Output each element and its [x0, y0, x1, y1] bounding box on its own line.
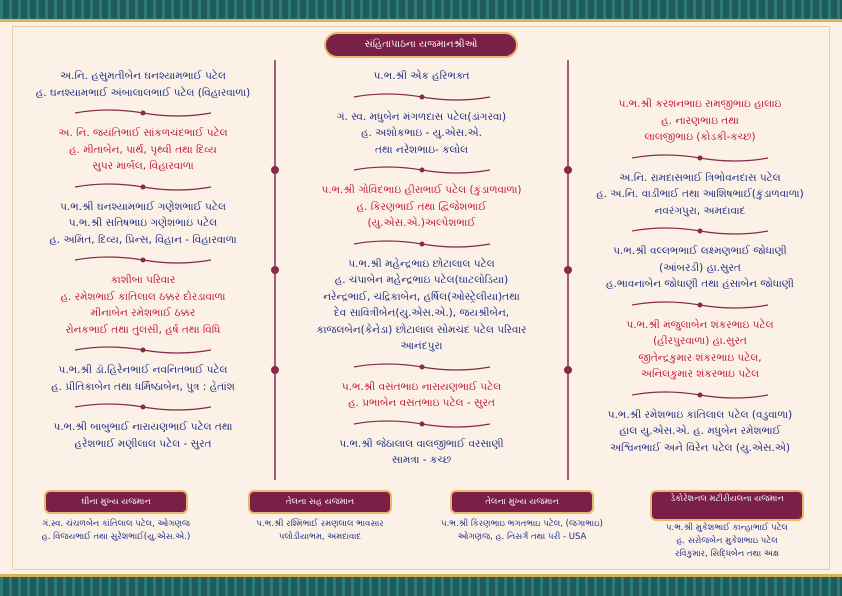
sponsor-line: હ. અમિત, દિવ્ય, પ્રિન્સ, વિહાન - વિહારવાળા — [49, 233, 237, 246]
sponsor-line: હ. કિરણભાઈ તથા દ્વિજેશભાઈ — [356, 200, 487, 213]
sponsor-line: નવરંગપુરા, અમદાવાદ — [654, 204, 746, 217]
ornament-divider — [18, 175, 268, 199]
sponsor-block — [282, 109, 561, 159]
sponsor-block — [575, 96, 825, 146]
ornament-divider — [18, 395, 268, 419]
sponsor-line: અ.નિ. હસુમતીબેન ઘનશ્યામભાઈ પટેલ — [60, 70, 226, 82]
sponsor-line: પ.ભ.શ્રી ઘનશ્યામભાઈ ગણેશભાઈ પટેલ — [60, 200, 226, 213]
sponsor-line: અ.નિ. રામદાસભાઈ ત્રિભોવનદાસ પટેલ — [619, 171, 781, 184]
right-ornament-divider — [561, 60, 575, 480]
banner-line: ઓગણજ, હ. નિસર્ગ તથા પરી - USA — [457, 532, 587, 542]
top-ornamental-border — [0, 0, 842, 22]
ornament-divider — [575, 219, 825, 243]
sponsor-block — [282, 182, 561, 232]
ornament-divider — [18, 101, 268, 125]
sponsor-line: પ.ભ.શ્રી સતિષભાઇ ગણેશભાઇ પટેલ — [68, 217, 218, 229]
ornament-divider — [282, 412, 561, 436]
sponsor-line: જીતેન્દ્રકુમાર શંકરભાઇ પટેલ, — [638, 351, 762, 364]
sponsor-line: પ.ભ.શ્રી બાબુભાઈ નારાયણભાઈ પટેલ તથા — [53, 421, 233, 433]
sponsor-line: કાજલબેન(કેનેડા) છોટાલાલ સોમચંદ પટેલ પરિવાર — [316, 323, 527, 336]
bottom-ornamental-border — [0, 574, 842, 596]
sponsor-line: નરેન્દ્રભાઈ, ચંદ્રિકાબેન, હર્ષિલ(ઓસ્ટ્રેલીયા)તથા — [323, 290, 520, 303]
sponsor-block — [18, 125, 268, 175]
sponsor-line: પ.ભ.શ્રી ગોવિંદભાઇ હીરાભાઈ પટેલ (કુંડાળવાળા) — [321, 184, 522, 196]
sponsor-line: કાશીબા પરિવાર — [110, 274, 176, 286]
banner-line: ગં.સ્વ. ચંચળબેન કાંતિલાલ પટેલ, ઓગણજ — [42, 519, 190, 529]
page-heading: સંહિતાપાઠના યજમાનશ્રીઓ — [326, 34, 516, 56]
sponsor-block — [282, 68, 561, 85]
sponsor-block — [575, 317, 825, 383]
sponsor-line: અ. નિ. જયંતિભાઈ સાંકળચંદભાઈ પટેલ — [58, 127, 228, 139]
ornament-divider — [18, 338, 268, 362]
left-ornament-divider — [268, 60, 282, 480]
sponsor-line: હ. અશોકભાઇ - યુ.એસ.એ. — [361, 127, 482, 139]
sponsor-block — [18, 199, 268, 249]
left-column — [18, 68, 268, 452]
sponsor-block — [18, 68, 268, 101]
banner-title: તેલના મુખ્ય યજમાન — [452, 492, 592, 512]
sponsor-line: (આંબરડી) હા.સુરત — [659, 261, 741, 274]
banner-2 — [420, 492, 624, 560]
banner-title: ઘીના મુખ્ય યજમાન — [46, 492, 186, 512]
sponsor-line: અશ્વિનભાઈ અને વિરેન પટેલ (યુ.એસ.એ) — [610, 441, 790, 454]
banner-1 — [222, 492, 418, 560]
sponsor-line: પ.ભ.શ્રી એક હરિભક્ત — [373, 70, 470, 82]
sponsor-block — [282, 436, 561, 469]
sponsor-line: હ. પ્રભાબેન વસંતભાઇ પટેલ - સુરત — [348, 397, 495, 409]
sponsor-line: રોનકભાઈ તથા તુલસી, હર્ષ તથા વિધિ — [65, 323, 221, 336]
right-column — [575, 96, 825, 456]
sponsor-block — [282, 379, 561, 412]
sponsor-block — [575, 170, 825, 220]
sponsor-line: પ.ભ.શ્રી ડૉ.હિરેનભાઈ નવનિતભાઈ પટેલ — [58, 364, 228, 376]
sponsor-block — [575, 407, 825, 457]
sponsor-block — [575, 243, 825, 293]
sponsor-line: સામત્રા - કચ્છ — [391, 454, 452, 466]
banner-line: પ.ભ.શ્રી રશ્મિભાઈ રમણલાલ ભાવસાર — [256, 519, 384, 529]
ornament-divider — [575, 146, 825, 170]
banner-line: હ. સરોજબેન મુકેશભાઇ પટેલ — [676, 536, 778, 546]
sponsor-line: હ. ઘનશ્યામભાઈ અંબાલાલભાઈ પટેલ (વિહારવાળા) — [35, 86, 251, 99]
sponsor-line: હ. મીતાબેન, પાર્થ, પૃથ્વી તથા દિવ્ય — [69, 143, 217, 156]
banner-3 — [628, 492, 826, 560]
sponsor-block — [18, 272, 268, 338]
sponsor-line: સુપર માર્બલ, વિહારવાળા — [92, 160, 194, 172]
sponsor-line: હ. ચંપાબેન મહેન્દ્રભાઇ પટેલ(ઘાટલોડિયા) — [334, 274, 509, 286]
sponsor-line: મીનાબેન રમેશભાઈ ઠક્કર — [90, 307, 196, 319]
sponsor-line: અનિલકુમાર શંકરભાઇ પટેલ — [640, 368, 760, 380]
sponsor-line: પ.ભ.શ્રી કરશનભાઇ રામજીભાઇ હાલાઇ — [618, 98, 782, 110]
ornament-divider — [575, 383, 825, 407]
sponsor-line: (હીરપુરવાળા) હા.સુરત — [653, 335, 747, 347]
sponsor-line: આનંદપુરા — [400, 340, 443, 352]
sponsor-block — [18, 419, 268, 452]
banner-line: હ. વિજયભાઈ તથા સુરેશભાઈ(યુ.એસ.એ.) — [41, 532, 191, 542]
sponsor-line: હ. અ.નિ. વાડીભાઈ તથા આશિષભાઈ(કુંડાળવાળા) — [596, 188, 804, 200]
banner-title: ડેકોરેશનલ મટીરીયલના યજમાન — [652, 492, 802, 519]
banner-line: રવિકુમાર, સિદ્ધિબેન તથા અક્ષ — [674, 549, 779, 559]
sponsor-line: હાલ યુ.એસ.એ. હ. મધુબેન રમેશભાઈ — [619, 425, 781, 437]
sponsor-block — [18, 362, 268, 395]
banner-0 — [16, 492, 216, 560]
sponsor-line: હ. નારણભાઇ તથા — [661, 114, 739, 127]
sponsor-line: પ.ભ.શ્રી મહેન્દ્રભાઇ છોટાલાલ પટેલ — [348, 257, 495, 270]
sponsor-line: પ.ભ.શ્રી રમેશભાઇ કાંતિલાલ પટેલ (વડુવાળા) — [607, 408, 793, 421]
ornament-divider — [282, 232, 561, 256]
sponsor-line: તથા નરેશભાઇ- કલોલ — [374, 143, 469, 156]
ornament-divider — [282, 85, 561, 109]
banner-line: પ.ભ.શ્રી કિરણભાઇ ભગતભાઇ પટેલ, (જગાભાઇ) — [441, 519, 603, 529]
sponsor-line: હરેશભાઈ મણીલાલ પટેલ - સુરત — [74, 437, 212, 450]
sponsor-line: પ.ભ.શ્રી મંજુલાબેન શંકરભાઇ પટેલ — [626, 318, 774, 331]
sponsor-line: હ. પ્રીતિકાબેન તથા ધર્મિષ્ઠાબેન, પુત્ર : હેતાંશ — [51, 380, 235, 393]
sponsor-line: પ.ભ.શ્રી વસંતભાઇ નારાયણભાઈ પટેલ — [341, 380, 502, 393]
sponsor-line: ગં. સ્વ. મધુબેન મંગળદાસ પટેલ(ડાંગરવા) — [336, 110, 507, 123]
ornament-divider — [282, 355, 561, 379]
sponsor-block — [282, 256, 561, 355]
sponsor-line: હ.ભાવનાબેન જોધાણી તથા હંસાબેન જોધાણી — [606, 278, 794, 290]
sponsor-line: દેવ સાવિત્રીબેન(યુ.એસ.એ.), જયશ્રીબેન, — [333, 307, 510, 319]
sponsor-line: હ. રમેશભાઈ કાંતિલાલ ઠક્કર દોરડાવાળા — [60, 290, 226, 303]
sponsor-line: પ.ભ.શ્રી વલ્લભભાઈ લક્ષ્મણભાઈ જોધાણી — [613, 245, 787, 257]
ornament-divider — [575, 293, 825, 317]
sponsor-line: (યુ.એસ.એ.)અલ્પેશભાઈ — [367, 217, 476, 229]
sponsor-line: લાલજીભાઇ (કોડકી-કચ્છ) — [644, 131, 756, 143]
banner-line: પ.ભ.શ્રી મુકેશભાઈ કાન્હાભાઈ પટેલ — [666, 523, 788, 533]
ornament-divider — [18, 248, 268, 272]
banner-title: તેલના સહ યજમાન — [250, 492, 390, 512]
sponsor-line: પ.ભ.શ્રી જેઠાલાલ વાલજીભાઈ વરસાણી — [339, 437, 504, 450]
ornament-divider — [282, 158, 561, 182]
center-column — [282, 68, 561, 469]
banner-line: પલોડીયાભમ, અમદાવાદ — [278, 532, 362, 542]
